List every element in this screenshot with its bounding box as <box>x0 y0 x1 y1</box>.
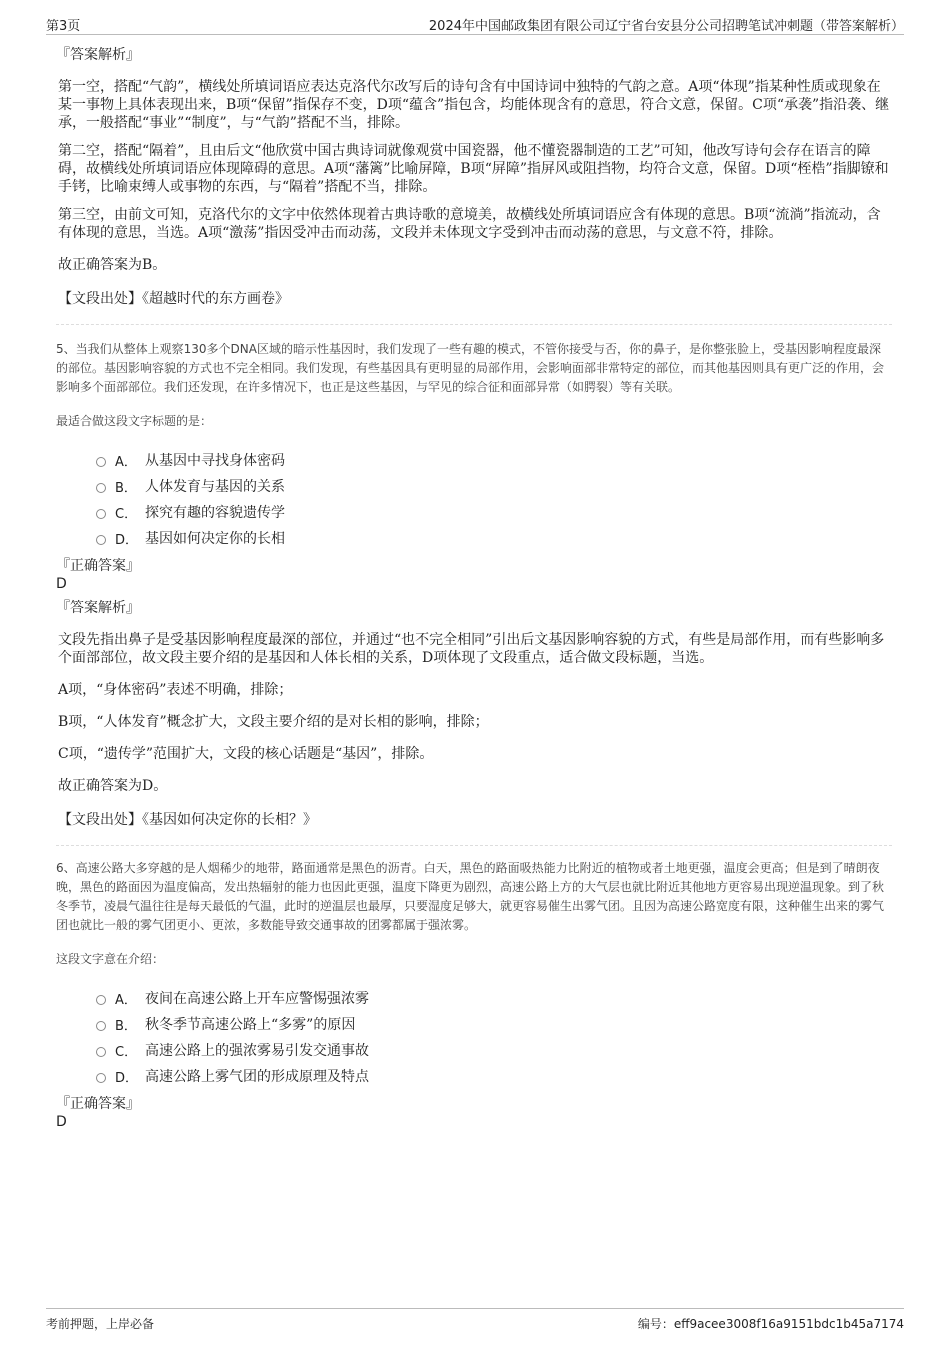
source-citation: 【文段出处】《基因如何决定你的长相？》 <box>58 812 317 828</box>
analysis-paragraph: C项，“遗传学”范围扩大，文段的核心话题是“基因”，排除。 <box>58 746 434 762</box>
document-title: 2024年中国邮政集团有限公司辽宁省台安县分公司招聘笔试冲刺题（带答案解析） <box>428 19 904 34</box>
correct-answer-label: 『正确答案』 <box>56 1096 140 1112</box>
radio-icon[interactable] <box>96 483 106 493</box>
analysis-label: 『答案解析』 <box>56 47 140 63</box>
option-letter: D． <box>115 532 139 548</box>
radio-icon[interactable] <box>96 457 106 467</box>
option-text: 探究有趣的容貌遗传学 <box>145 505 285 521</box>
main-content <box>56 44 892 1131</box>
radio-icon[interactable] <box>96 1047 106 1057</box>
page-footer <box>46 1308 904 1331</box>
document-id: 编号：eff9acee3008f16a9151bdc1b45a7174 <box>637 1317 904 1331</box>
option-a[interactable] <box>96 985 892 1011</box>
question-prompt: 这段文字意在介绍： <box>56 952 165 966</box>
option-text: 从基因中寻找身体密码 <box>145 453 285 469</box>
analysis-paragraph: A项，“身体密码”表述不明确，排除； <box>58 682 293 698</box>
divider <box>56 845 892 847</box>
option-b[interactable] <box>96 1011 892 1037</box>
option-d[interactable] <box>96 1063 892 1089</box>
option-letter: B． <box>115 480 137 496</box>
option-c[interactable] <box>96 1037 892 1063</box>
page-header <box>46 12 904 35</box>
option-a[interactable] <box>96 447 892 473</box>
radio-icon[interactable] <box>96 509 106 519</box>
option-text: 秋冬季节高速公路上“多雾”的原因 <box>145 1017 356 1033</box>
option-letter: A． <box>115 992 137 1008</box>
radio-icon[interactable] <box>96 535 106 545</box>
analysis-conclusion: 故正确答案为D。 <box>58 778 168 794</box>
question-prompt: 最适合做这段文字标题的是： <box>56 414 213 428</box>
source-citation: 【文段出处】《超越时代的东方画卷》 <box>58 291 289 307</box>
correct-answer: D <box>56 576 67 592</box>
analysis-paragraph: 第二空，搭配“隔着”，且由后文“他欣赏中国古典诗词就像观赏中国瓷器，他不懂瓷器制造的工艺”可知，他改写诗句会存在语言的障碍，故横线处所填词语应体现障碍的意思。A项“藩篱”比喻屏障，B项“屏障”指屏风或阻挡物，均符合文意，保留。D项“桎梏”指脚镣和手铐，比喻束缚人或事物的东西，与“隔着”搭配不当，排除。 <box>58 143 889 195</box>
option-text: 夜间在高速公路上开车应警惕强浓雾 <box>145 991 369 1007</box>
option-list <box>96 447 892 551</box>
option-letter: A． <box>115 454 137 470</box>
question-text: 5、当我们从整体上观察130多个DNA区域的暗示性基因时，我们发现了一些有趣的模式，不管你接受与否，你的鼻子，是你整张脸上，受基因影响程度最深的部位。基因影响容貌的方式也不完全相同。我们发现，有些基因具有更明显的局部作用，会影响面部非常特定的部位，而其他基因则具有更广泛的作用，会影响多个面部部位。我们还发现，在许多情况下，也正是这些基因，与罕见的综合征和面部异常（如腭裂）等有关联。 <box>56 342 885 394</box>
analysis-paragraph: 文段先指出鼻子是受基因影响程度最深的部位，并通过“也不完全相同”引出后文基因影响容貌的方式，有些是局部作用，而有些影响多个面部部位，故文段主要介绍的是基因和人体长相的关系，D项体现了文段重点，适合做文段标题，当选。 <box>58 632 885 666</box>
option-letter: B． <box>115 1018 137 1034</box>
question-text: 6、高速公路大多穿越的是人烟稀少的地带，路面通常是黑色的沥青。白天，黑色的路面吸热能力比附近的植物或者土地更强，温度会更高；但是到了晴朗夜晚，黑色的路面因为温度偏高，发出热辐射的能力也因此更强，温度下降更为剧烈，高速公路上方的大气层也就比附近其他地方更容易出现逆温现象。到了秋冬季节，凌晨气温往往是每天最低的气温，此时的逆温层也最厚，只要湿度足够大，就更容易催生出雾气团。且因为高速公路宽度有限，这种催生出来的雾气团也就比一般的雾气团更小、更浓，多数能导致交通事故的团雾都属于强浓雾。 <box>56 861 885 932</box>
option-text: 基因如何决定你的长相 <box>145 531 285 547</box>
option-letter: C． <box>115 506 138 522</box>
analysis-paragraph: 第一空，搭配“气韵”，横线处所填词语应表达克洛代尔改写后的诗句含有中国诗词中独特的气韵之意。A项“体现”指某种性质或现象在某一事物上具体表现出来，B项“保留”指保存不变，D项“蕴含”指包含，均能体现含有的意思，符合文意，保留。C项“承袭”指沿袭、继承，一般搭配“事业”“制度”，与“气韵”搭配不当，排除。 <box>58 79 890 131</box>
option-text: 人体发育与基因的关系 <box>145 479 285 495</box>
radio-icon[interactable] <box>96 1073 106 1083</box>
analysis-paragraph: B项，“人体发育”概念扩大，文段主要介绍的是对长相的影响，排除； <box>58 714 489 730</box>
correct-answer-label: 『正确答案』 <box>56 558 140 574</box>
option-b[interactable] <box>96 473 892 499</box>
option-letter: C． <box>115 1044 138 1060</box>
option-c[interactable] <box>96 499 892 525</box>
option-list <box>96 985 892 1089</box>
divider <box>56 324 892 326</box>
radio-icon[interactable] <box>96 995 106 1005</box>
analysis-label: 『答案解析』 <box>56 600 140 616</box>
radio-icon[interactable] <box>96 1021 106 1031</box>
footer-slogan: 考前押题，上岸必备 <box>46 1317 155 1331</box>
option-letter: D． <box>115 1070 139 1086</box>
analysis-paragraph: 第三空，由前文可知，克洛代尔的文字中依然体现着古典诗歌的意境美，故横线处所填词语应含有体现的意思。B项“流淌”指流动，含有体现的意思，当选。A项“激荡”指因受冲击而动荡，文段并未体现文字受到冲击而动荡的意思，与文意不符，排除。 <box>58 207 881 241</box>
option-text: 高速公路上的强浓雾易引发交通事故 <box>145 1043 369 1059</box>
page-number: 第3页 <box>46 19 81 34</box>
correct-answer: D <box>56 1114 67 1130</box>
option-text: 高速公路上雾气团的形成原理及特点 <box>145 1069 369 1085</box>
analysis-conclusion: 故正确答案为B。 <box>58 257 167 273</box>
option-d[interactable] <box>96 525 892 551</box>
